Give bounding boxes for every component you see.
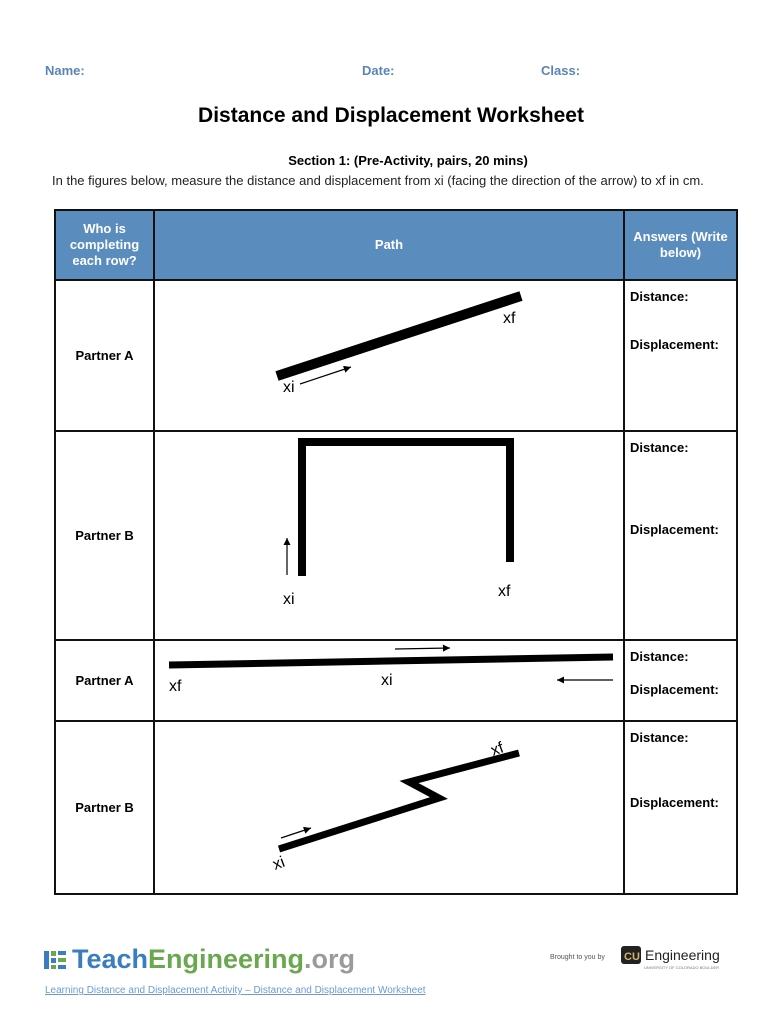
header-answers: Answers (Write below) bbox=[624, 210, 737, 280]
path-1-drawing bbox=[155, 281, 625, 432]
distance-label: Distance: bbox=[630, 649, 689, 664]
path-figure-2 bbox=[154, 431, 624, 640]
page-title: Distance and Displacement Worksheet bbox=[198, 104, 584, 127]
name-label: Name: bbox=[45, 63, 85, 78]
row-partner: Partner A bbox=[55, 280, 154, 431]
displacement-label: Displacement: bbox=[630, 795, 719, 810]
distance-label: Distance: bbox=[630, 289, 689, 304]
footer-link[interactable]: Learning Distance and Displacement Activity – Distance and Displacement Worksheet bbox=[45, 985, 426, 996]
header-who: Who is completing each row? bbox=[55, 210, 154, 280]
path-4-drawing bbox=[155, 722, 625, 895]
table-row bbox=[55, 280, 737, 431]
direction-arrow bbox=[395, 648, 450, 649]
class-label: Class: bbox=[541, 63, 581, 78]
path-3-drawing bbox=[155, 641, 625, 722]
end-label: xf bbox=[498, 583, 511, 600]
worksheet-table bbox=[54, 209, 738, 895]
instructions: In the figures below, measure the distance and displacement from xi (facing the direction of the arrow) to xf in cm. bbox=[52, 173, 704, 188]
table-row bbox=[55, 721, 737, 894]
end-label: xf bbox=[169, 678, 182, 695]
distance-label: Distance: bbox=[630, 440, 689, 455]
displacement-label: Displacement: bbox=[630, 337, 719, 352]
direction-arrow bbox=[281, 828, 311, 838]
distance-label: Distance: bbox=[630, 730, 689, 745]
section-heading: Section 1: (Pre-Activity, pairs, 20 mins) bbox=[288, 153, 528, 168]
end-label: xf bbox=[503, 310, 516, 327]
answer-cell[interactable] bbox=[624, 721, 737, 894]
header-path: Path bbox=[154, 210, 624, 280]
displacement-label: Displacement: bbox=[630, 682, 719, 697]
end-label: xf bbox=[488, 739, 507, 760]
row-partner: Partner A bbox=[55, 640, 154, 721]
path-segment bbox=[169, 657, 613, 665]
engineering-subtitle: UNIVERSITY OF COLORADO BOULDER bbox=[644, 965, 720, 970]
table-header-row bbox=[55, 210, 737, 280]
answer-cell[interactable] bbox=[624, 640, 737, 721]
path-figure-3 bbox=[154, 640, 624, 721]
cu-logo-icon bbox=[620, 944, 642, 966]
start-label: xi bbox=[270, 853, 288, 874]
answer-cell[interactable] bbox=[624, 431, 737, 640]
displacement-label: Displacement: bbox=[630, 522, 719, 537]
row-partner: Partner B bbox=[55, 431, 154, 640]
path-segment bbox=[302, 442, 510, 576]
engineering-name: Engineering bbox=[645, 947, 720, 963]
teachengineering-logo bbox=[44, 944, 355, 975]
logo-text-engineering: Engineering bbox=[148, 944, 305, 974]
path-figure-1 bbox=[154, 280, 624, 431]
logo-text-teach: Teach bbox=[72, 944, 149, 974]
date-label: Date: bbox=[362, 63, 395, 78]
cu-engineering-logo bbox=[620, 944, 720, 970]
table-row bbox=[55, 640, 737, 721]
path-segment bbox=[277, 296, 521, 376]
row-partner: Partner B bbox=[55, 721, 154, 894]
start-label: xi bbox=[283, 591, 295, 608]
path-2-drawing bbox=[155, 432, 625, 641]
path-figure-4 bbox=[154, 721, 624, 894]
start-label: xi bbox=[283, 379, 295, 396]
table-row bbox=[55, 431, 737, 640]
logo-icon bbox=[44, 949, 66, 971]
svg-text:CU: CU bbox=[624, 951, 640, 963]
start-label: xi bbox=[381, 672, 393, 689]
brought-to-you-by: Brought to you by bbox=[550, 954, 605, 961]
answer-cell[interactable] bbox=[624, 280, 737, 431]
logo-text-org: .org bbox=[304, 944, 356, 974]
path-segment bbox=[279, 753, 519, 849]
